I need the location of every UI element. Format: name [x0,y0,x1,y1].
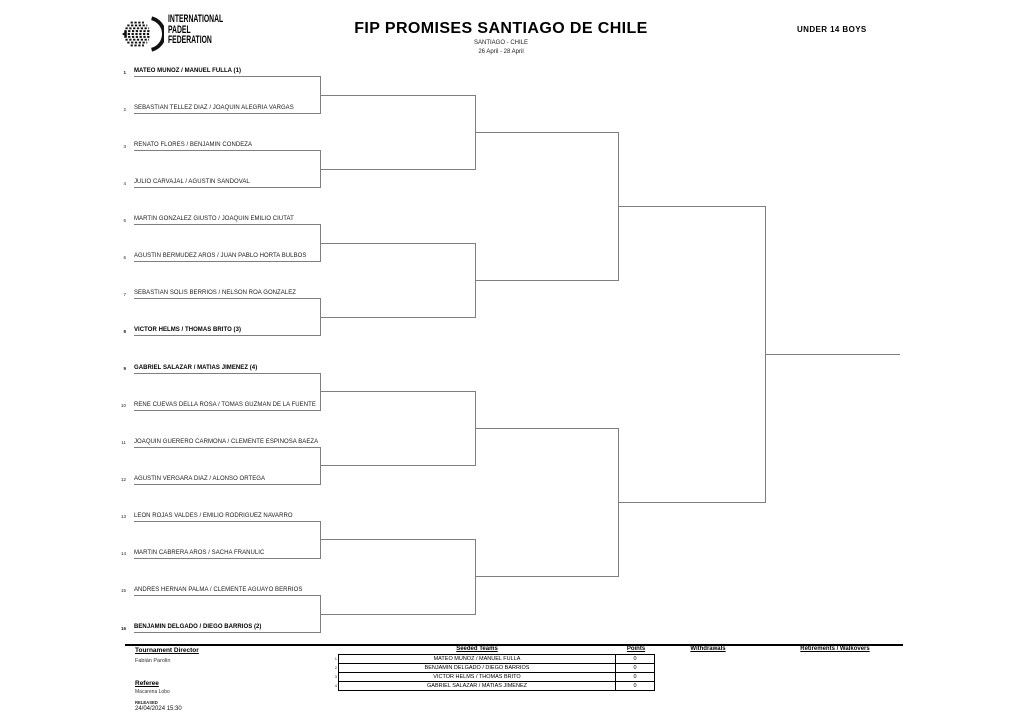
team-seed-number: 14 [120,551,126,557]
team-underline [134,373,320,374]
team-underline [134,558,320,559]
seeded-teams-table [331,654,655,691]
team-underline [134,224,320,225]
semifinal-slot-line [475,280,618,281]
seeded-team-points: 0 [616,672,655,682]
quarterfinal-slot-line [320,243,475,244]
seeded-team-points: 0 [616,654,655,664]
team-seed-number: 7 [123,291,126,297]
team-underline [134,447,320,448]
seeded-teams-header: Seeded Teams [456,646,498,652]
team-underline [134,150,320,151]
team-name: AGUSTIN BERMUDEZ AROS / JUAN PABLO HORTA BULBOS [134,253,307,260]
team-seed-number: 5 [123,217,126,223]
team-underline [134,521,320,522]
team-seed-number: 1 [123,69,126,75]
points-header: Points [626,646,646,652]
team-underline [134,113,320,114]
seeded-team-name: MATEO MUNOZ / MANUEL FULLA [338,654,616,664]
quarterfinal-slot-line [320,317,475,318]
seeded-team-name: BENJAMIN DELGADO / DIEGO BARRIOS [338,663,616,673]
quarterfinal-slot-line [320,465,475,466]
champion-slot-line [765,354,900,355]
released-datetime: 24/04/2024 15:30 [135,706,182,712]
team-name: BENJAMIN DELGADO / DIEGO BARRIOS (2) [134,624,262,631]
tournament-location: SANTIAGO - CHILE [473,40,529,46]
team-name: GABRIEL SALAZAR / MATIAS JIMENEZ (4) [134,364,258,371]
team-seed-number: 12 [120,477,126,483]
category-label: UNDER 14 BOYS [797,25,867,34]
seeded-team-name: VICTOR HELMS / THOMAS BRITO [338,672,616,682]
team-underline [134,335,320,336]
team-underline [134,298,320,299]
tournament-director-label: Tournament Director [135,647,199,654]
tournament-dates: 26 April - 28 April [478,49,524,55]
team-seed-number: 6 [123,254,126,260]
team-name: AGUSTIN VERGARA DIAZ / ALONSO ORTEGA [134,475,266,482]
semifinal-slot-line [475,576,618,577]
team-underline [134,410,320,411]
team-name: LEON ROJAS VALDES / EMILIO RODRIGUEZ NAVARRO [134,512,293,519]
logo-text-line: FEDERATION [168,34,212,46]
quarterfinal-slot-line [320,614,475,615]
logo-text-line: PADEL [168,23,191,36]
team-name: JULIO CARVAJAL / AGUSTIN SANDOVAL [134,179,250,186]
quarterfinal-slot-line [320,95,475,96]
quarterfinal-slot-line [320,169,475,170]
team-underline [134,76,320,77]
retirements-header: Retirements / Walkovers [800,646,870,652]
team-name: MATEO MUNOZ / MANUEL FULLA (1) [134,68,242,74]
team-seed-number: 2 [123,106,126,112]
referee-label: Referee [135,680,159,687]
seeded-team-points: 0 [616,663,655,673]
team-name: SEBASTIAN SOLIS BERRIOS / NELSON ROA GONZALEZ [134,290,296,297]
seeded-team-number: 4 [334,683,337,688]
seeded-team-row [331,681,655,691]
tournament-title: FIP PROMISES SANTIAGO DE CHILE [354,20,648,37]
seeded-team-points: 0 [616,681,655,691]
team-underline [134,261,320,262]
team-name: RENE CUEVAS DELLA ROSA / TOMAS GUZMAN DE LA FUENTE [134,401,316,408]
final-slot-line [618,206,765,207]
tournament-director-name: Fabián Parolin [135,658,171,664]
team-name: VICTOR HELMS / THOMAS BRITO (3) [134,327,241,334]
team-seed-number: 8 [123,328,126,334]
team-name: MARTIN CABRERA AROS / SACHA FRANULIC [134,549,265,556]
team-seed-number: 15 [120,588,126,594]
withdrawals-header: Withdrawals [690,646,726,652]
team-underline [134,187,320,188]
semifinal-slot-line [475,428,618,429]
team-name: RENATO FLORES / BENJAMIN CONDEZA [134,142,253,149]
team-name: ANDRES HERNAN PALMA / CLEMENTE AGUAYO BERRIOS [134,586,303,593]
team-seed-number: 16 [120,625,126,631]
team-underline [134,595,320,596]
team-seed-number: 11 [121,440,126,446]
team-seed-number: 3 [123,143,126,149]
quarterfinal-slot-line [320,391,475,392]
seeded-team-number: 1 [334,656,337,661]
team-seed-number: 10 [120,403,126,409]
team-underline [134,632,320,633]
seeded-team-name: GABRIEL SALAZAR / MATIAS JIMENEZ [338,681,616,691]
final-slot-line [618,502,765,503]
team-seed-number: 13 [120,514,126,520]
semifinal-slot-line [475,132,618,133]
referee-name: Macarena Lobo [135,689,170,695]
team-name: MARTIN GONZALEZ GIUSTO / JOAQUIN EMILIO CIUTAT [134,216,294,223]
team-name: SEBASTIAN TELLEZ DIAZ / JOAQUIN ALEGRIA VARGAS [134,105,294,112]
team-seed-number: 4 [123,180,126,186]
logo-text-line: INTERNATIONAL [168,13,224,25]
quarterfinal-slot-line [320,539,475,540]
team-underline [134,484,320,485]
team-seed-number: 9 [123,366,126,372]
seeded-team-number: 3 [334,674,337,679]
released-label: RELEASED [135,700,158,705]
team-name: JOAQUIN GUERERO CARMONA / CLEMENTE ESPINOSA BAEZA [134,438,319,445]
seeded-team-number: 2 [334,665,337,670]
